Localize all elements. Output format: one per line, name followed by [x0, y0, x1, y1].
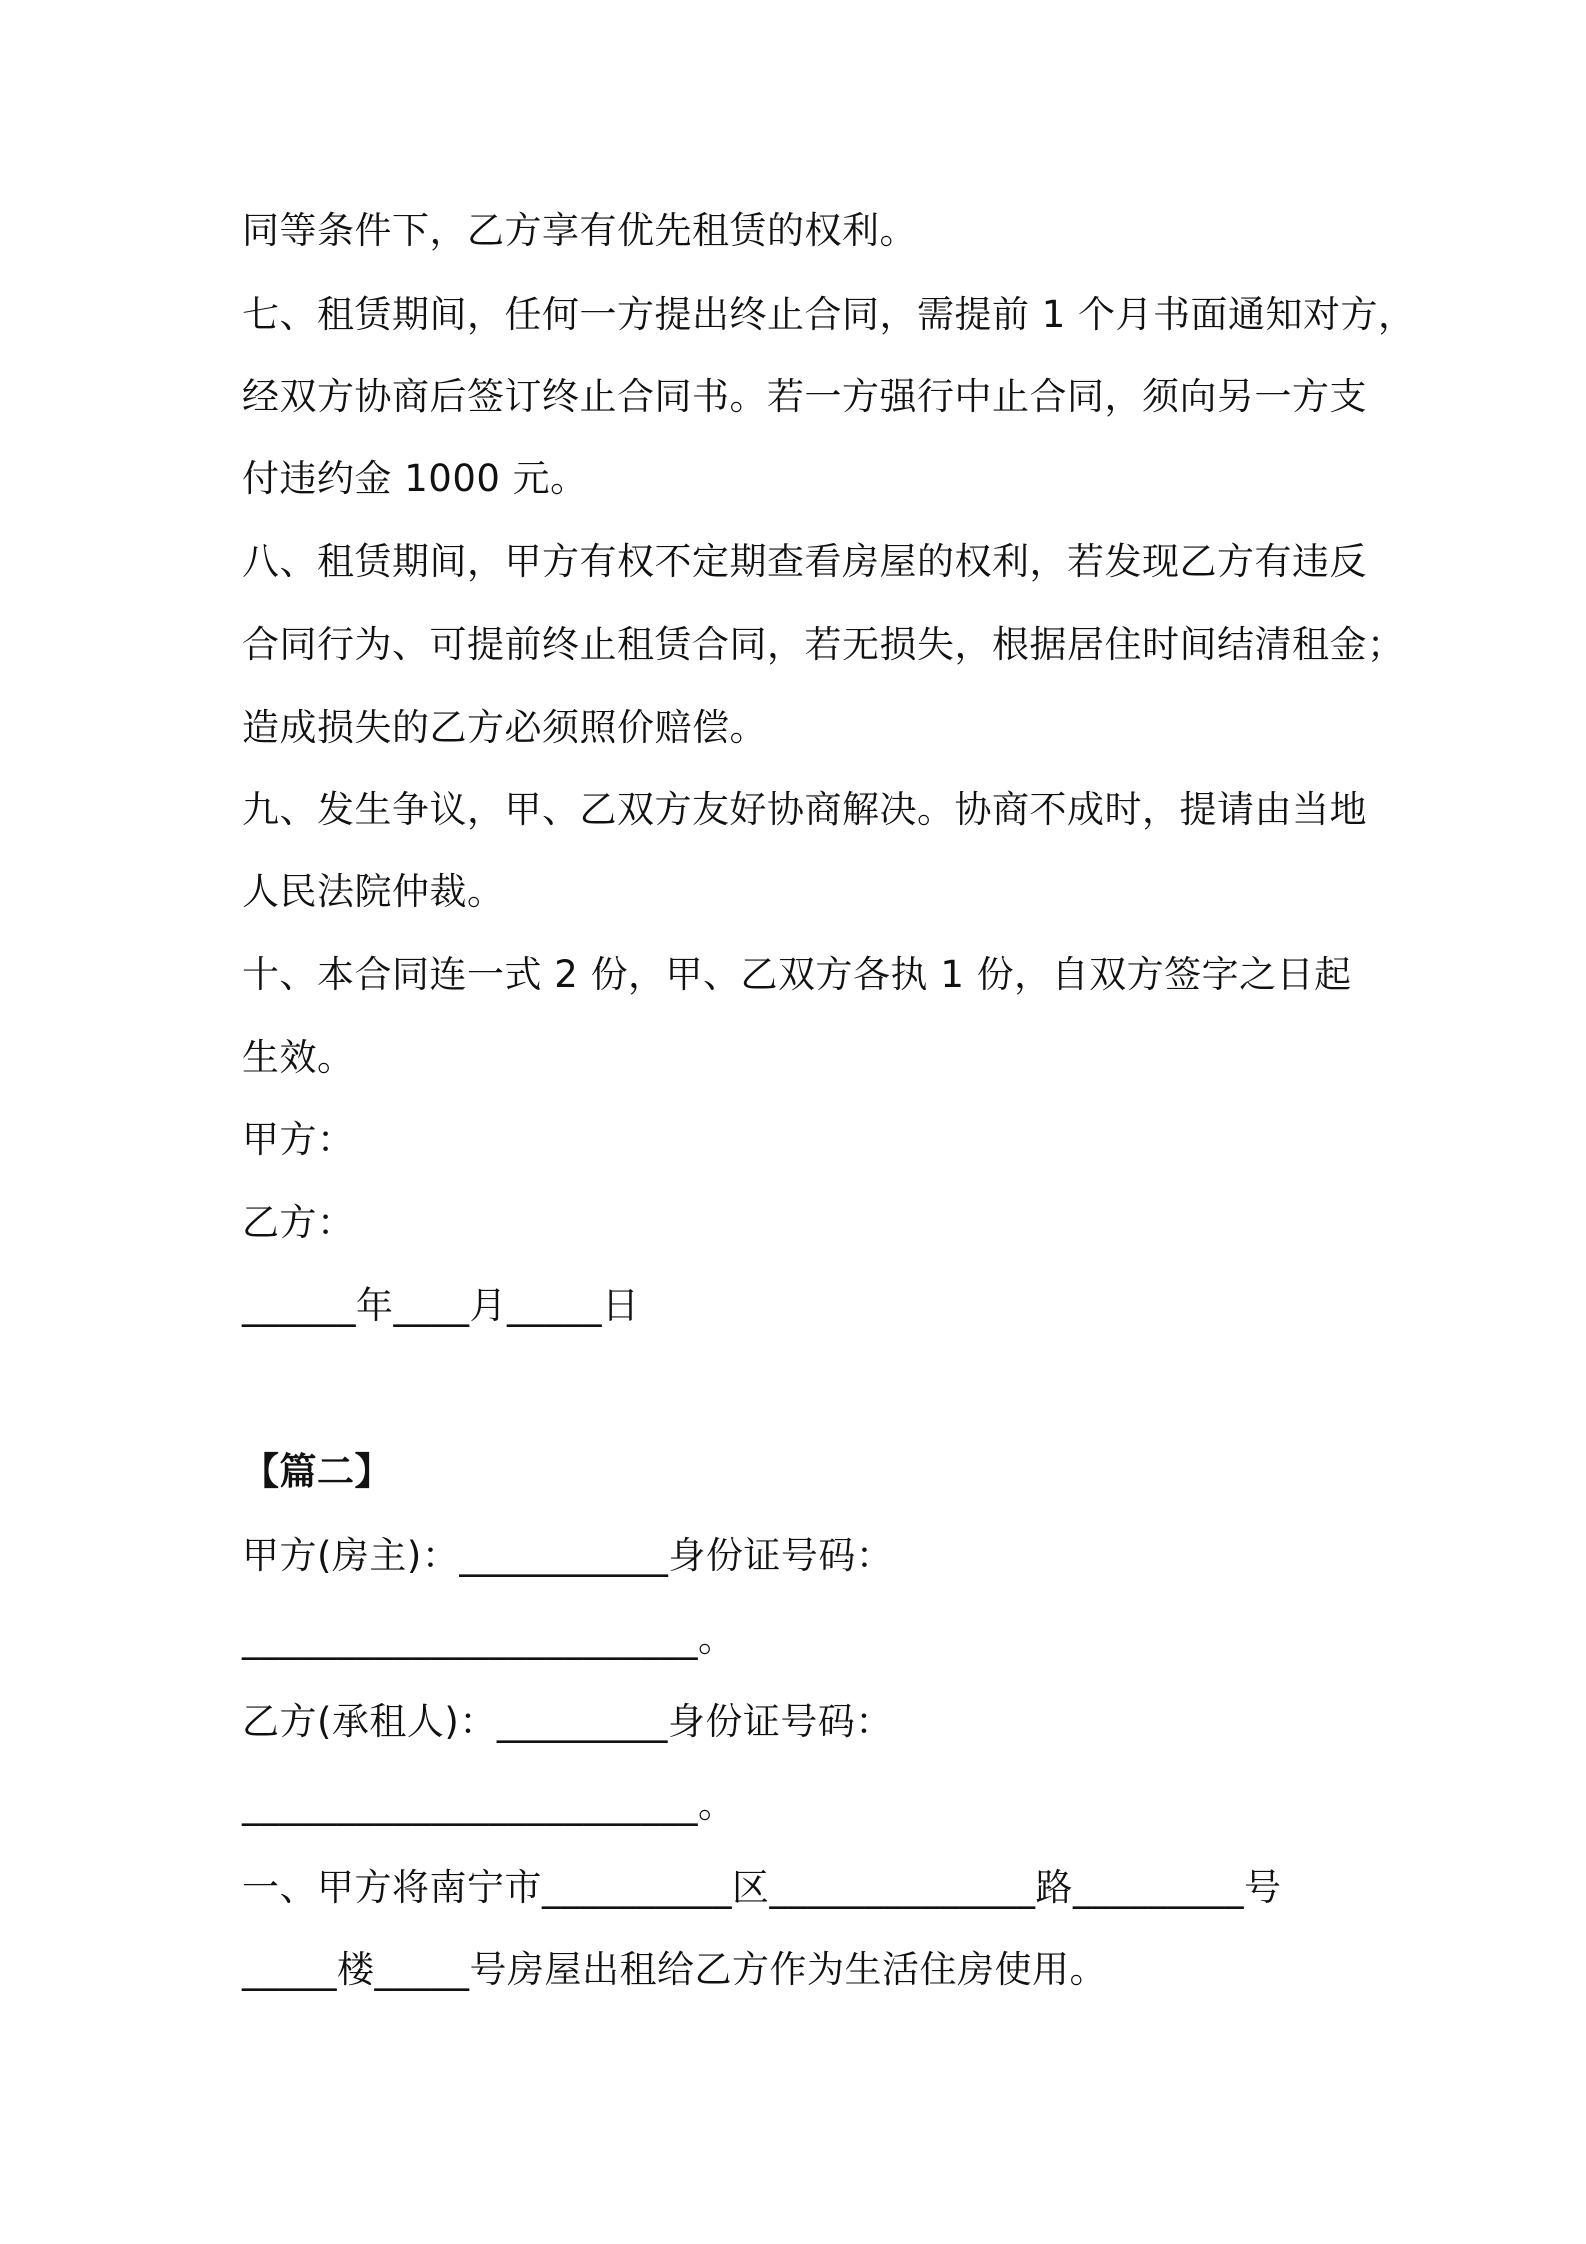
date-line: ______年____月_____日: [242, 1284, 640, 1327]
landlord-line: 甲方(房主)：___________身份证号码：: [242, 1534, 894, 1577]
tenant-line: 乙方(承租人)：_________身份证号码：: [242, 1700, 893, 1743]
landlord-id-line: ________________________。: [242, 1617, 736, 1660]
clause-1-line: 一、甲方将南宁市__________区______________路_________号: [242, 1866, 1282, 1909]
clause-8-line: 八、租赁期间，甲方有权不定期查看房屋的权利，若发现乙方有违反: [242, 540, 1367, 583]
party-a-signature-line: 甲方：: [242, 1118, 355, 1161]
clause-8-line: 合同行为、可提前终止租赁合同，若无损失，根据居住时间结清租金；: [242, 623, 1405, 666]
clause-7-line: 七、租赁期间，任何一方提出终止合同，需提前 1 个月书面通知对方，: [242, 293, 1416, 336]
clause-10-line: 十、本合同连一式 2 份，甲、乙双方各执 1 份，自双方签字之日起: [242, 953, 1352, 996]
clause-8-line: 造成损失的乙方必须照价赔偿。: [242, 706, 767, 749]
clause-10-line: 生效。: [242, 1036, 355, 1079]
clause-7-line: 经双方协商后签订终止合同书。若一方强行中止合同，须向另一方支: [242, 375, 1367, 418]
party-b-signature-line: 乙方：: [242, 1201, 355, 1244]
paragraph-line: 同等条件下，乙方享有优先租赁的权利。: [242, 209, 917, 252]
clause-9-line: 九、发生争议，甲、乙双方友好协商解决。协商不成时，提请由当地: [242, 788, 1367, 831]
section-2-title: 【篇二】: [242, 1450, 392, 1493]
clause-1-line: _____楼_____号房屋出租给乙方作为生活住房使用。: [242, 1948, 1107, 1991]
clause-9-line: 人民法院仲裁。: [242, 870, 505, 913]
clause-7-line: 付违约金 1000 元。: [242, 457, 588, 500]
tenant-id-line: ________________________。: [242, 1783, 736, 1826]
